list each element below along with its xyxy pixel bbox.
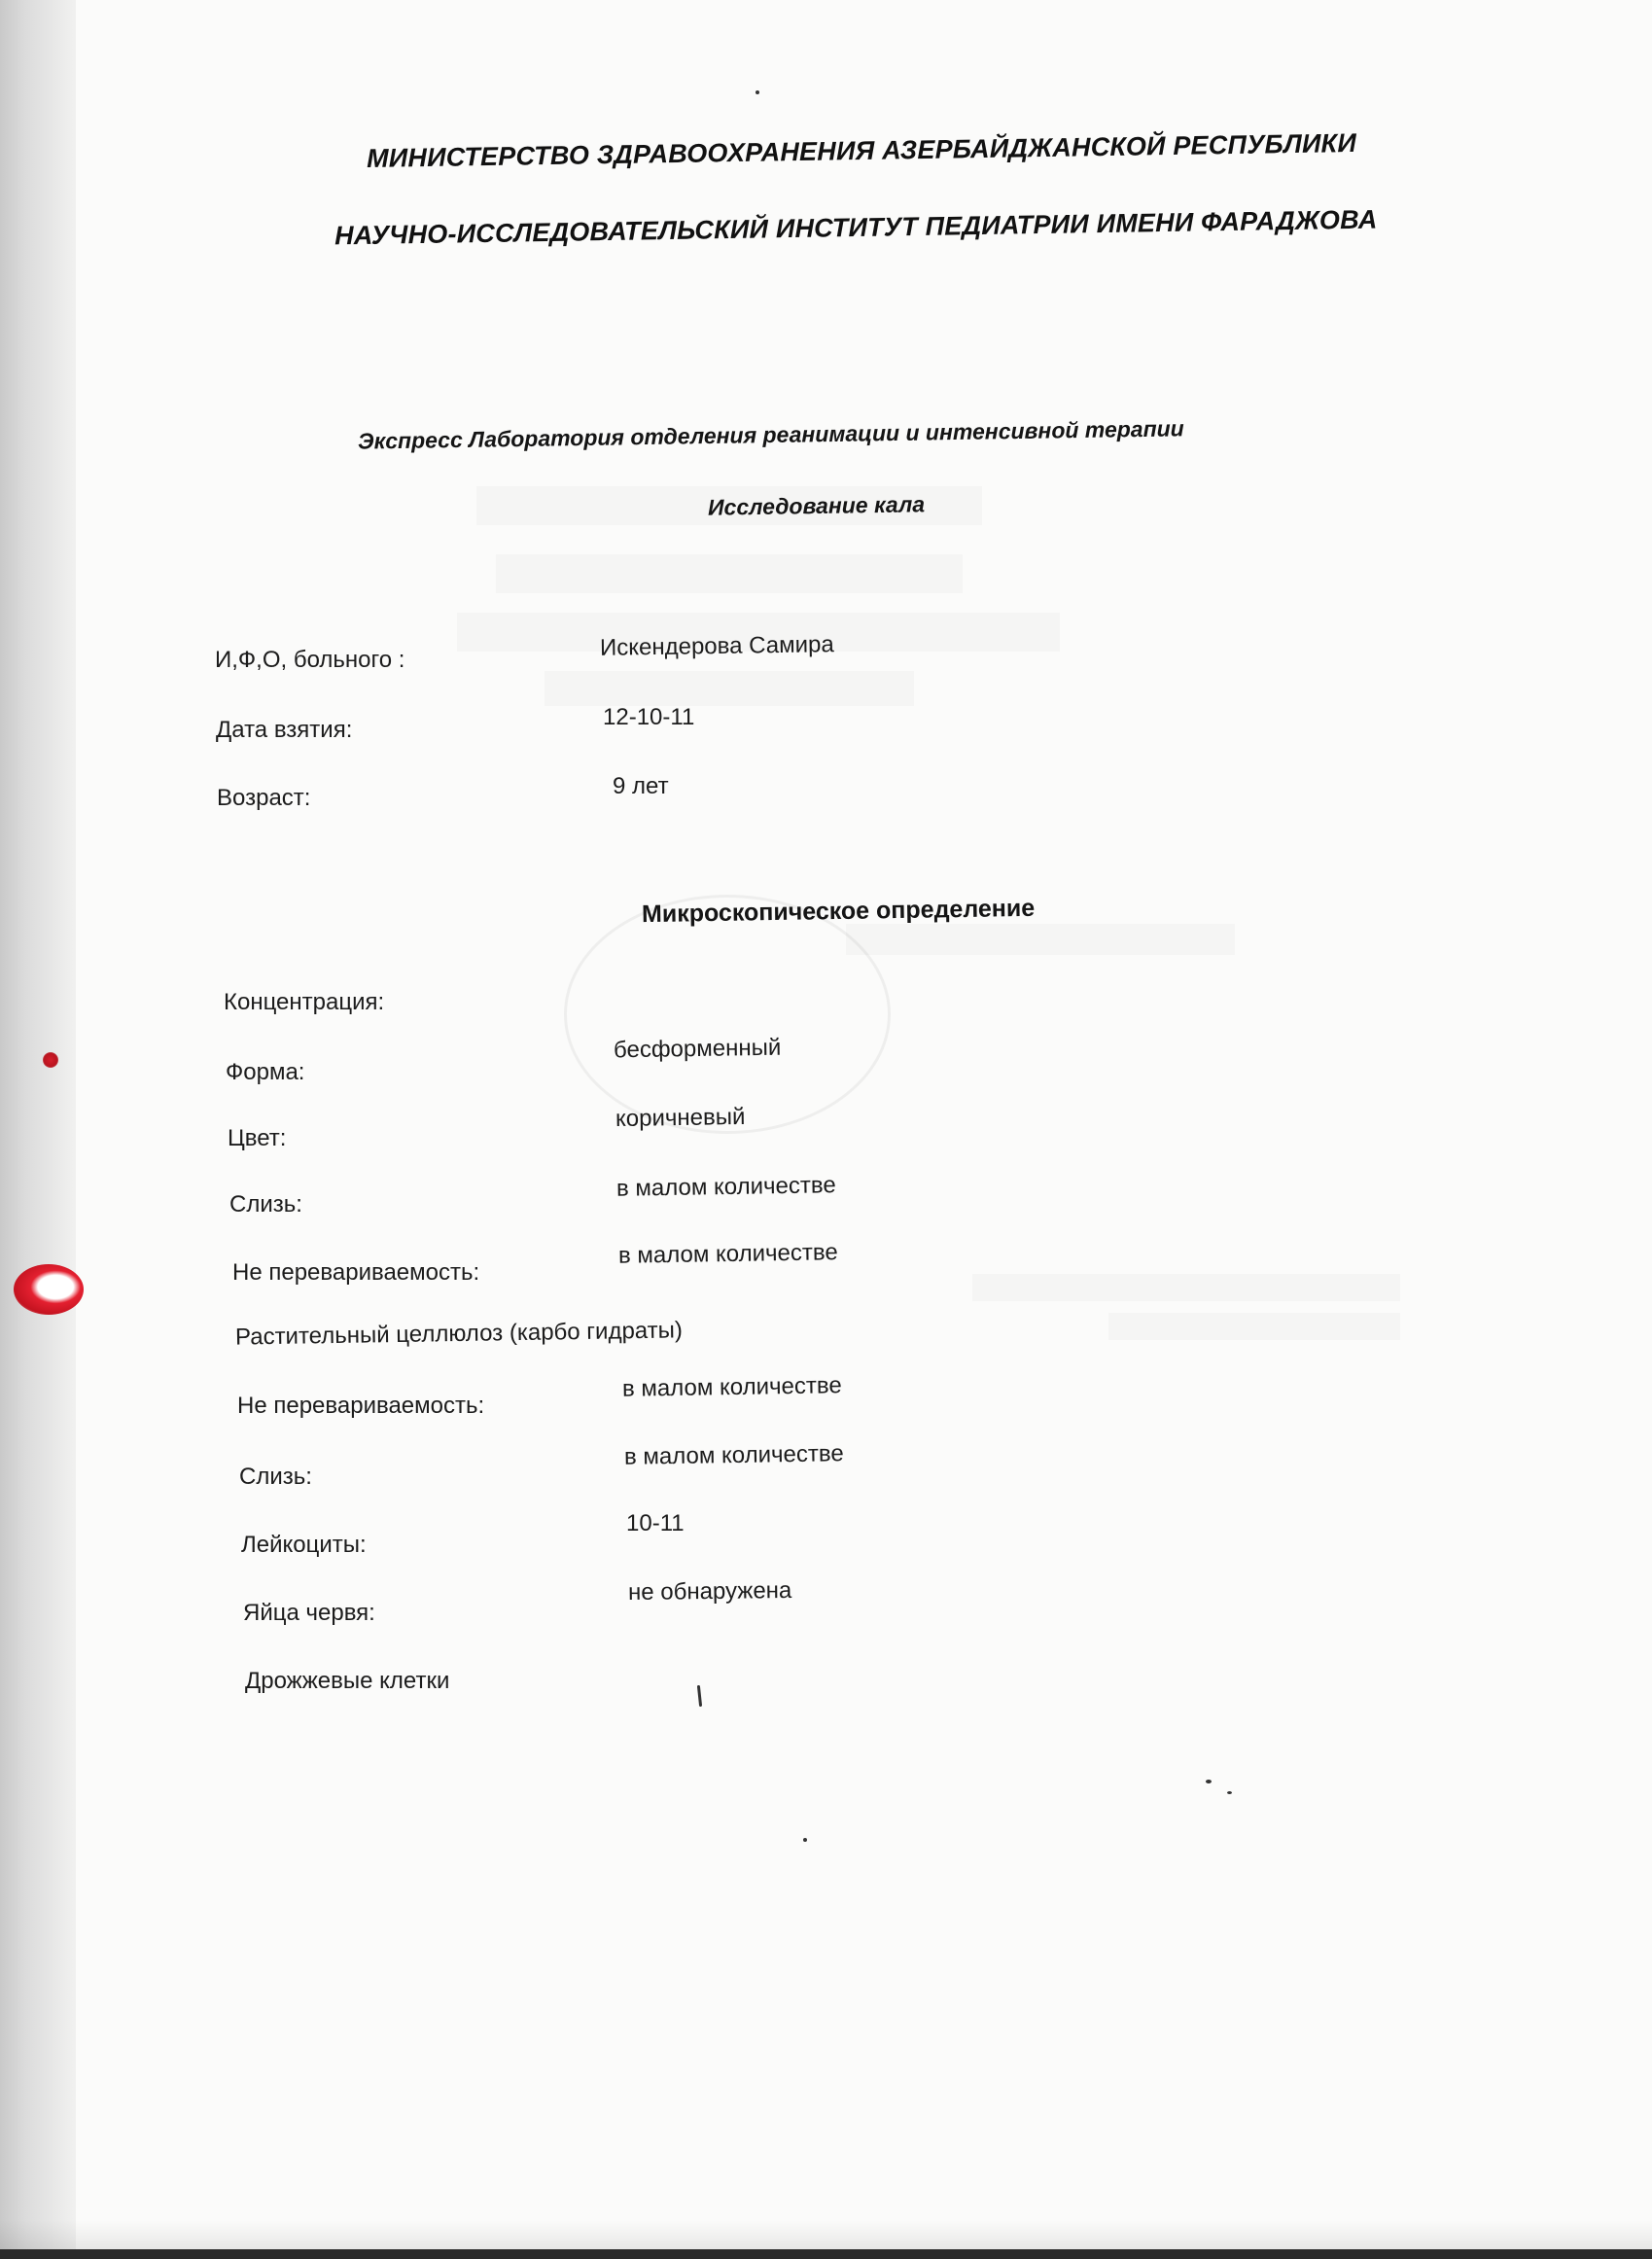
age-value: 9 лет	[613, 773, 669, 799]
scan-speck	[803, 1838, 807, 1842]
punch-hole-mark	[43, 1052, 58, 1068]
mucus-label-2: Слизь:	[239, 1464, 312, 1490]
worm-eggs-label: Яйца червя:	[243, 1600, 375, 1626]
color-label: Цвет:	[228, 1125, 287, 1151]
punch-hole	[14, 1264, 84, 1315]
scan-mark	[697, 1685, 702, 1707]
patient-name-label: И,Ф,О, больного :	[215, 647, 405, 673]
bleed-through-line	[496, 554, 963, 593]
scan-speck	[1227, 1791, 1232, 1794]
indigestibility-label: Не перевариваемость:	[232, 1259, 480, 1286]
plant-cellulose-label: Растительный целлюлоз (карбо гидраты)	[234, 1317, 684, 1351]
leukocytes-label: Лейкоциты:	[241, 1532, 367, 1558]
lab-department: Экспресс Лаборатория отделения реанимации и интенсивной терапии	[357, 415, 1184, 454]
sample-date-label: Дата взятия:	[216, 717, 353, 743]
bleed-through-line	[1108, 1313, 1400, 1340]
bleed-through-stamp	[564, 895, 891, 1134]
scan-left-edge	[0, 0, 76, 2259]
scan-speck	[756, 90, 759, 94]
concentration-label: Концентрация:	[224, 989, 385, 1015]
leukocytes-value: 10-11	[626, 1510, 685, 1536]
scan-speck	[1206, 1780, 1212, 1783]
worm-eggs-value: не обнаружена	[627, 1576, 792, 1606]
mucus-value: в малом количестве	[615, 1172, 836, 1202]
scan-bottom-edge	[0, 2249, 1652, 2259]
yeast-cells-label: Дрожжевые клетки	[245, 1668, 450, 1694]
test-name: Исследование кала	[707, 491, 926, 520]
bleed-through-line	[972, 1274, 1400, 1301]
indigestibility-label-2: Не перевариваемость:	[237, 1393, 485, 1419]
microscopy-title: Микроскопическое определение	[641, 894, 1036, 929]
indigestibility-value-2: в малом количестве	[621, 1372, 842, 1402]
mucus-value-2: в малом количестве	[623, 1440, 844, 1470]
patient-name-value: Искендерова Самира	[599, 631, 834, 661]
form-label: Форма:	[226, 1059, 305, 1085]
form-value: бесформенный	[613, 1034, 782, 1064]
bleed-through-line	[846, 924, 1235, 955]
color-value: коричневый	[615, 1103, 746, 1133]
ministry-header: МИНИСТЕРСТВО ЗДРАВООХРАНЕНИЯ АЗЕРБАЙДЖАНСКОЙ РЕСПУБЛИКИ	[366, 128, 1357, 173]
indigestibility-value: в малом количестве	[617, 1239, 838, 1269]
age-label: Возраст:	[217, 785, 311, 811]
bleed-through-line	[545, 671, 914, 706]
scan-bottom-shadow	[0, 2220, 1652, 2249]
sample-date-value: 12-10-11	[603, 704, 695, 730]
institute-header: НАУЧНО-ИССЛЕДОВАТЕЛЬСКИЙ ИНСТИТУТ ПЕДИАТРИИ ИМЕНИ ФАРАДЖОВА	[334, 204, 1378, 251]
mucus-label: Слизь:	[229, 1191, 302, 1218]
